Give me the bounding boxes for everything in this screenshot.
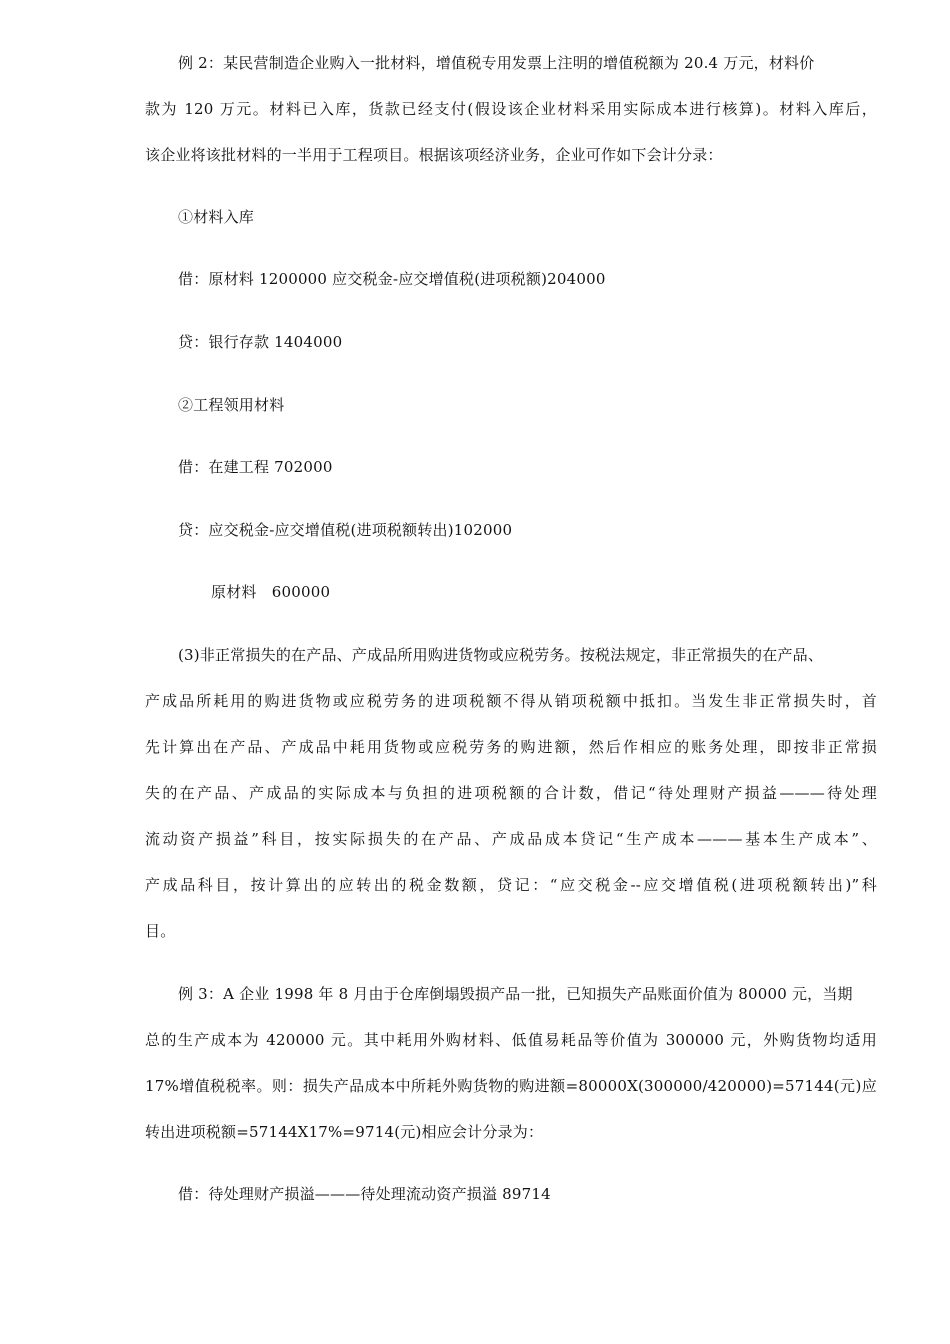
ex2-line-2: 款为 120 万元。材料已入库，货款已经支付(假设该企业材料采用实际成本进行核算)。材料入库后， [145, 100, 877, 118]
section-3-line-3: 先计算出在产品、产成品中耗用货物或应税劳务的购进额，然后作相应的账务处理，即按非正常损 [145, 738, 877, 756]
ex2-step-2-credit-continued: 原材料 600000 [211, 583, 331, 601]
ex3-line-1: 例 3：A 企业 1998 年 8 月由于仓库倒塌毁损产品一批，已知损失产品账面价值为 80000 元，当期 [178, 985, 853, 1003]
section-3-line-2: 产成品所耗用的购进货物或应税劳务的进项税额不得从销项税额中抵扣。当发生非正常损失时，首 [145, 692, 877, 710]
ex2-step-1-heading: ①材料入库 [178, 208, 255, 226]
section-3-line-1: (3)非正常损失的在产品、产成品所用购进货物或应税劳务。按税法规定，非正常损失的在产品、 [178, 646, 824, 664]
section-3-line-6: 产成品科目，按计算出的应转出的税金数额，贷记：“应交税金--应交增值税(进项税额转出)”科 [145, 876, 877, 894]
ex2-step-2-credit: 贷：应交税金-应交增值税(进项税额转出)102000 [178, 521, 513, 539]
ex2-step-2-debit: 借：在建工程 702000 [178, 458, 333, 476]
ex2-line-3: 该企业将该批材料的一半用于工程项目。根据该项经济业务，企业可作如下会计分录： [145, 146, 723, 164]
ex3-debit: 借：待处理财产损溢———待处理流动资产损溢 89714 [178, 1185, 551, 1203]
ex3-line-2: 总的生产成本为 420000 元。其中耗用外购材料、低值易耗品等价值为 300000 元，外购货物均适用 [145, 1031, 877, 1049]
section-3-line-7: 目。 [145, 922, 176, 940]
ex3-line-3: 17%增值税税率。则：损失产品成本中所耗外购货物的购进额=80000X(300000/420000)=57144(元)应 [145, 1077, 877, 1095]
ex2-step-1-credit: 贷：银行存款 1404000 [178, 333, 343, 351]
ex2-step-1-debit: 借：原材料 1200000 应交税金-应交增值税(进项税额)204000 [178, 270, 606, 288]
ex2-line-1: 例 2：某民营制造企业购入一批材料，增值税专用发票上注明的增值税额为 20.4 万元，材料价 [178, 54, 815, 72]
section-3-line-5: 流动资产损益”科目，按实际损失的在产品、产成品成本贷记“生产成本———基本生产成本”、 [145, 830, 877, 848]
ex2-step-2-heading: ②工程领用材料 [178, 396, 285, 414]
section-3-line-4: 失的在产品、产成品的实际成本与负担的进项税额的合计数，借记“待处理财产损益———待处理 [145, 784, 877, 802]
ex3-line-4: 转出进项税额=57144X17%=9714(元)相应会计分录为： [145, 1123, 544, 1141]
